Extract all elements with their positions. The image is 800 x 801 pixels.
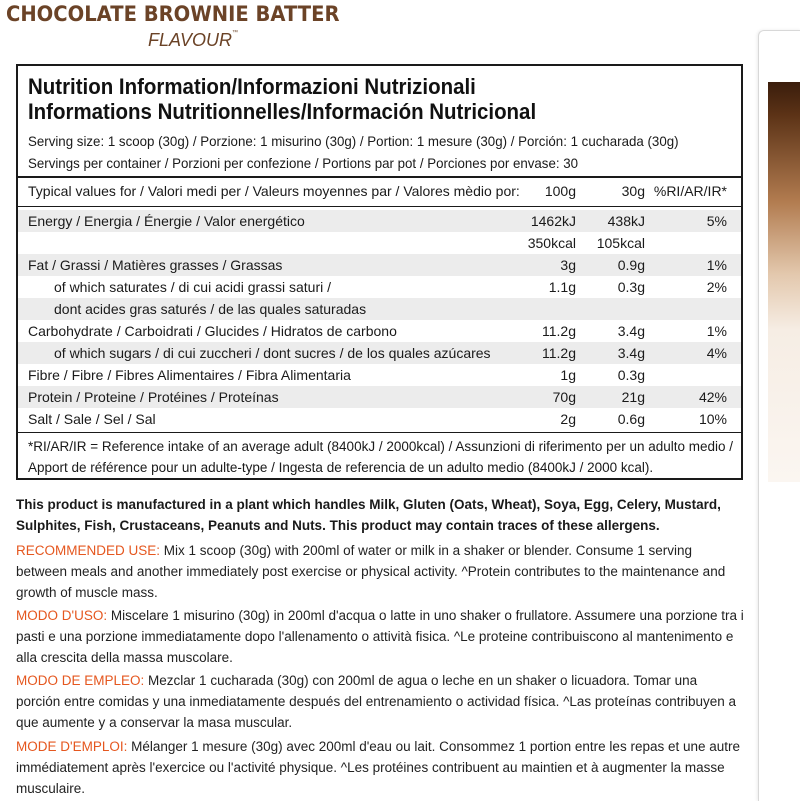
row-value-100g: 11.2g xyxy=(542,345,576,361)
header-label: Typical values for / Valori medi per / Valeurs moyennes par / Valores mèdio por: xyxy=(28,183,520,199)
row-name: of which saturates / di cui acidi grassi saturi / xyxy=(54,279,332,295)
header-col-100g: 100g xyxy=(544,183,576,199)
row-value-100g: 2g xyxy=(560,411,576,427)
row-value-ri: 4% xyxy=(706,345,727,361)
row-value-ri: 1% xyxy=(706,257,727,273)
row-value-100g: 3g xyxy=(560,257,576,273)
header-col-ri: %RI/AR/IR* xyxy=(653,183,727,199)
table-row-fat xyxy=(18,254,741,276)
row-name: Fat / Grassi / Matières grasses / Grassas xyxy=(28,257,283,273)
chocolate-color-band xyxy=(768,82,800,482)
row-value-100g: 1.1g xyxy=(548,279,576,295)
usage-label: RECOMMENDED USE: xyxy=(16,543,161,558)
row-value-ri: 2% xyxy=(706,279,727,295)
row-value-30g: 0.9g xyxy=(617,257,645,273)
row-name: dont acides gras saturés / de las quales saturadas xyxy=(54,301,367,317)
row-value-100g: 11.2g xyxy=(542,323,576,339)
table-row-sugars xyxy=(18,342,741,364)
table-row-energy-kcal xyxy=(18,232,741,254)
usage-spanish xyxy=(16,670,744,733)
row-value-30g: 0.3g xyxy=(617,367,645,383)
usage-label: MODO DE EMPLEO: xyxy=(16,673,145,688)
servings-per-container: Servings per container / Porzioni per confezione / Portions par pot / Porciones por envase: 30 xyxy=(28,155,579,171)
row-value-ri: 5% xyxy=(706,213,727,229)
nutrition-title-line1: Nutrition Information/Informazioni Nutrizionali xyxy=(28,74,476,99)
row-value-100g: 350kcal xyxy=(527,235,576,251)
row-value-100g: 1462kJ xyxy=(530,213,576,229)
table-row-protein xyxy=(18,386,741,408)
nutrition-title-line2: Informations Nutritionnelles/Información Nutricional xyxy=(28,99,537,124)
row-value-30g: 0.6g xyxy=(617,411,645,427)
usage-label: MODE D'EMPLOI: xyxy=(16,739,128,754)
row-value-ri: 10% xyxy=(698,411,727,427)
serving-size: Serving size: 1 scoop (30g) / Porzione: 1 misurino (30g) / Portion: 1 mesure (30g) / Porción: 1 cucharada (30g) xyxy=(28,133,679,149)
allergen-statement: This product is manufactured in a plant which handles Milk, Gluten (Oats, Wheat), Soya, Egg, Celery, Mustard, Sulphites, Fish, Crustaceans, Peanuts and Nuts. This product may contain traces of these allergens. xyxy=(16,497,721,533)
row-value-ri: 1% xyxy=(706,323,727,339)
row-value-100g: 70g xyxy=(552,389,576,405)
product-title: CHOCOLATE BROWNIE BATTER xyxy=(6,2,340,26)
divider-thick xyxy=(18,176,741,178)
usage-italian xyxy=(16,605,744,668)
row-name: Energy / Energia / Énergie / Valor energético xyxy=(28,213,305,229)
table-header xyxy=(18,180,741,202)
row-value-30g: 3.4g xyxy=(617,323,645,339)
row-value-30g: 105kcal xyxy=(596,235,645,251)
row-name: Carbohydrate / Carboidrati / Glucides / Hidratos de carbono xyxy=(28,323,397,339)
row-value-ri: 42% xyxy=(698,389,727,405)
row-value-30g: 0.3g xyxy=(617,279,645,295)
row-name: of which sugars / di cui zuccheri / dont sucres / de los quales azúcares xyxy=(54,345,491,361)
nutrition-title xyxy=(28,74,536,124)
trademark-mark: ™ xyxy=(232,30,239,36)
divider xyxy=(18,206,741,207)
nutrition-label xyxy=(16,64,743,480)
table-row-carbohydrate xyxy=(18,320,741,342)
row-name: Salt / Sale / Sel / Sal xyxy=(28,411,156,427)
table-row-fibre xyxy=(18,364,741,386)
row-value-30g: 21g xyxy=(621,389,645,405)
usage-english xyxy=(16,540,744,603)
flavour-label xyxy=(148,30,238,51)
usage-text: Mix 1 scoop (30g) with 200ml of water or milk in a shaker or blender. Consume 1 serving between meals and another immediately post exercise or physical activity. ^Protein contributes to the maintenance and growth of muscle mass. xyxy=(16,543,726,600)
usage-text: Mezclar 1 cucharada (30g) con 200ml de agua o leche en un shaker o licuadora. Tomar una porción entre comidas y una inmediatamente después del entrenamiento o actividad física. ^Las proteínas contribuyen a que aumente y a conservar la masa muscular. xyxy=(16,673,737,730)
row-value-100g: 1g xyxy=(560,367,576,383)
row-name: Fibre / Fibre / Fibres Alimentaires / Fibra Alimentaria xyxy=(28,367,351,383)
reference-intake-footnote: *RI/AR/IR = Reference intake of an average adult (8400kJ / 2000kcal) / Assunzioni di riferimento per un adulto medio / Apport de référence pour un adulte-type / Ingesta de referencia de un adulto medio (8400kJ / 2000 kcal). xyxy=(28,439,734,475)
header-col-30g: 30g xyxy=(621,183,645,199)
table-row-saturates-cont xyxy=(18,298,741,320)
usage-french xyxy=(16,736,744,799)
usage-label: MODO D'USO: xyxy=(16,608,108,623)
usage-text: Mélanger 1 mesure (30g) avec 200ml d'eau ou lait. Consommez 1 portion entre les repas et une autre immédiatement après l'exercice ou l'activité physique. ^Les protéines contribuent au maintien et à augmenter la masse musculaire. xyxy=(16,739,741,796)
table-row-energy-kj xyxy=(18,210,741,232)
row-value-30g: 438kJ xyxy=(607,213,645,229)
table-row-salt xyxy=(18,408,741,430)
divider xyxy=(18,432,741,433)
row-name: Protein / Proteine / Protéines / Proteínas xyxy=(28,389,279,405)
flavour-text: FLAVOUR xyxy=(148,30,233,50)
usage-text: Miscelare 1 misurino (30g) in 200ml d'acqua o latte in uno shaker o frullatore. Assumere una porzione tra i pasti e una porzione immediatamente dopo l'allenamento o attività fisica. ^Le proteine contribuiscono al mantenimento e alla crescita della massa muscolare. xyxy=(16,608,744,665)
table-row-saturates xyxy=(18,276,741,298)
row-value-30g: 3.4g xyxy=(617,345,645,361)
